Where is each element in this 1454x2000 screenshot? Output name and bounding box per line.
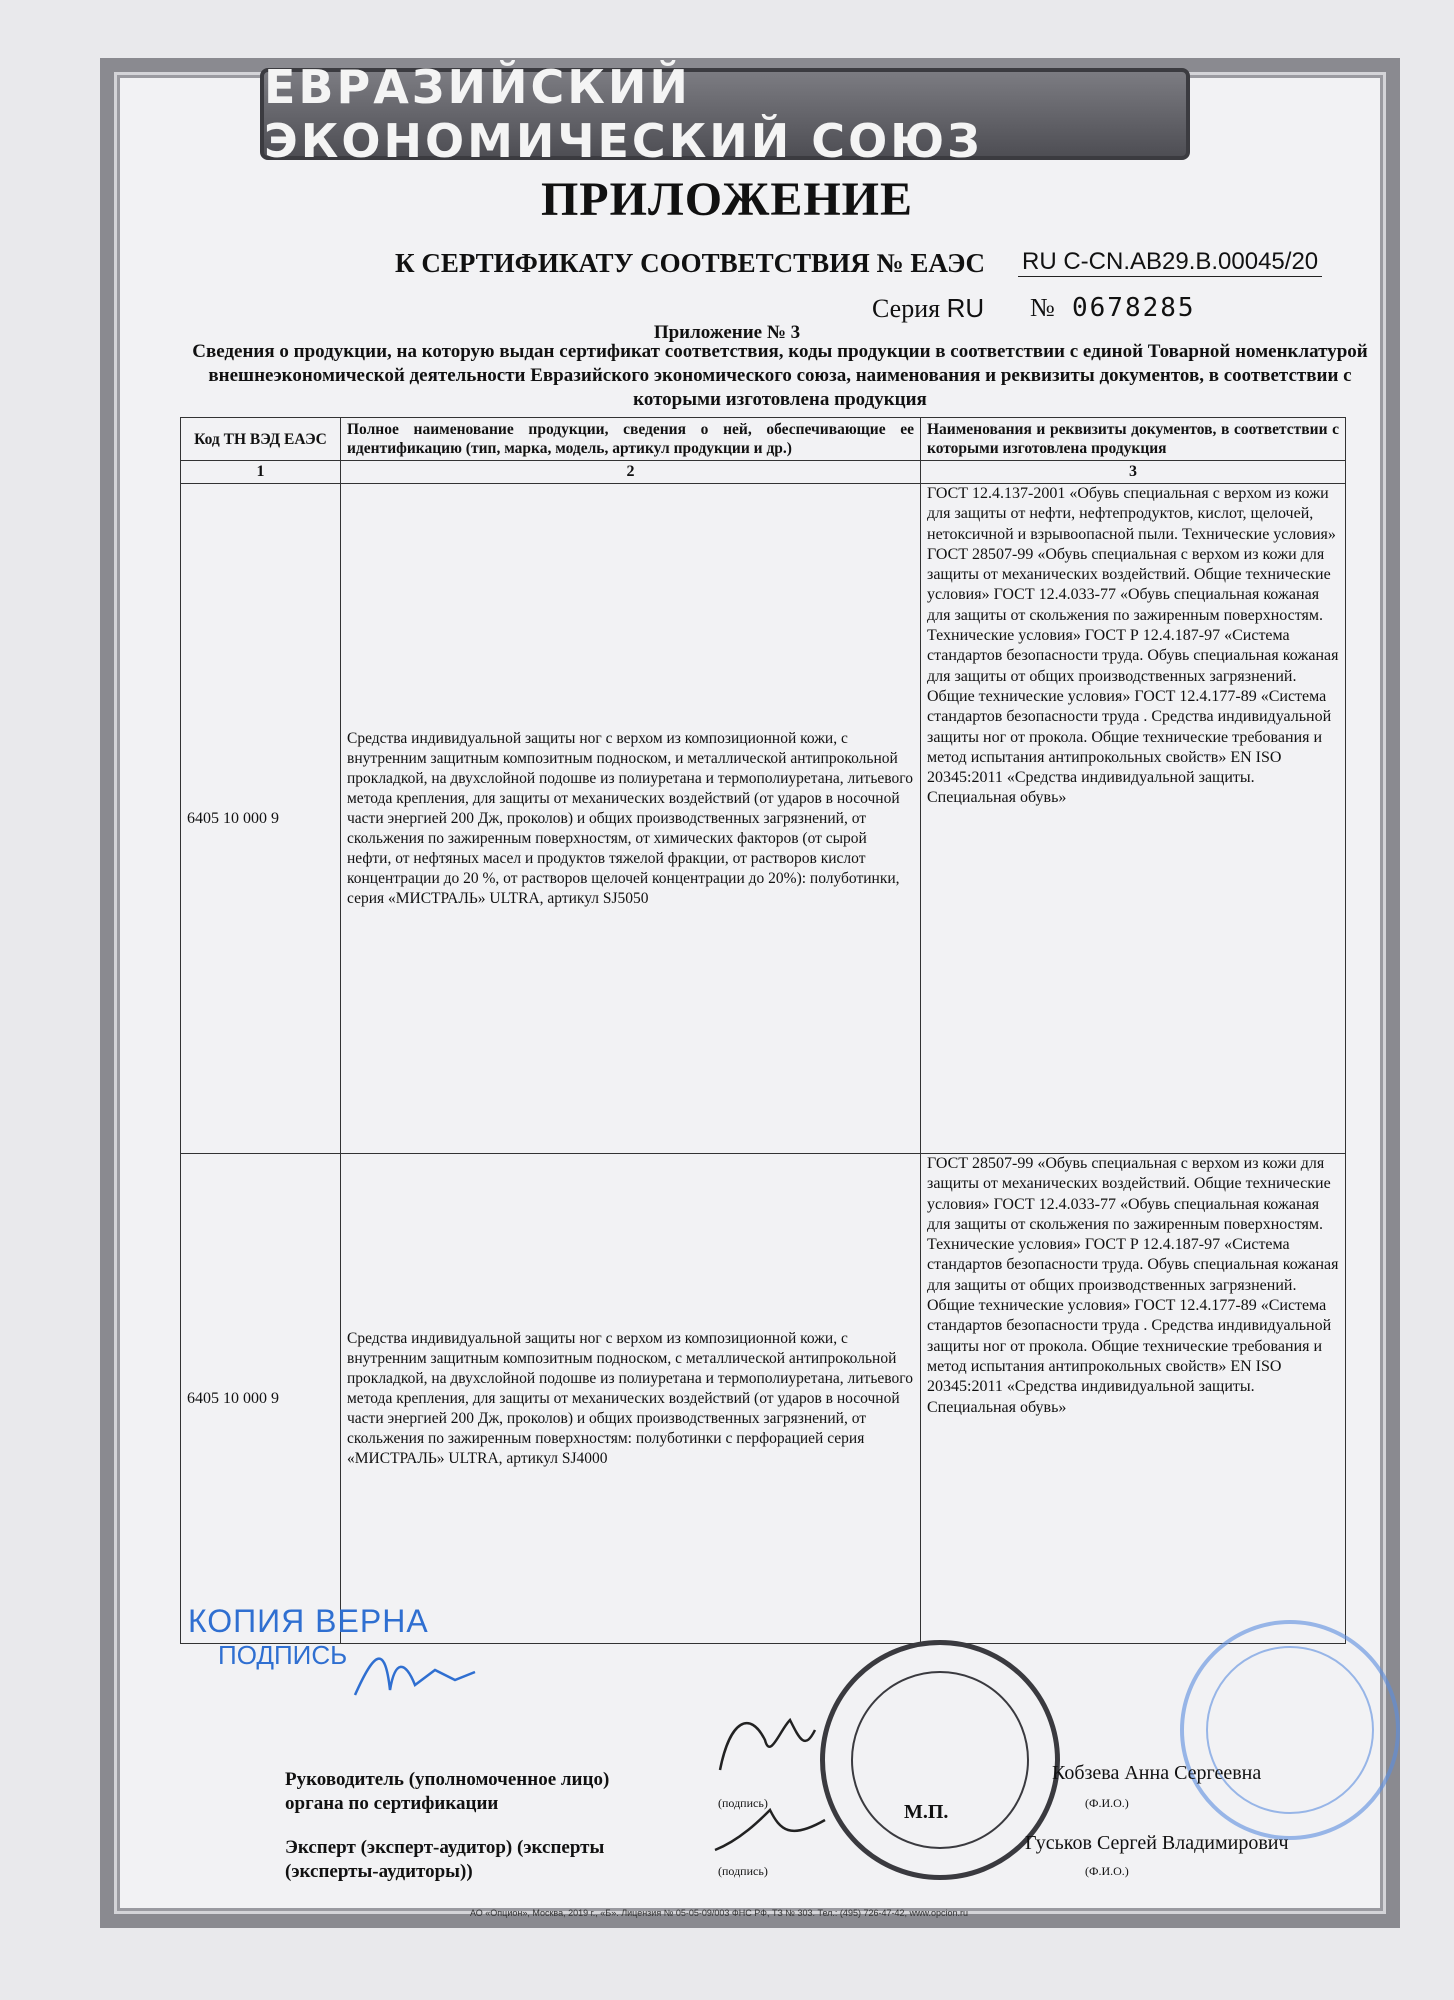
- expert-name: Гуськов Сергей Владимирович: [1025, 1832, 1289, 1854]
- expert-fio-caption: (Ф.И.О.): [1085, 1864, 1129, 1878]
- header-code: Код ТН ВЭД ЕАЭС: [181, 418, 341, 461]
- blue-seal: [1180, 1620, 1400, 1840]
- header-documents: Наименования и реквизиты документов, в соответствии с которыми изготовлена продукция: [921, 418, 1346, 461]
- certificate-number: RU C-CN.AB29.B.00045/20: [1018, 248, 1322, 277]
- copy-verified-text: КОПИЯ ВЕРНА: [188, 1603, 429, 1639]
- form-number: 0678285: [1072, 293, 1196, 323]
- products-table: [180, 417, 1346, 1644]
- table-row: [181, 484, 1346, 1154]
- number-label: №: [1030, 293, 1055, 322]
- product-standards: ГОСТ 12.4.137-2001 «Обувь специальная с верхом из кожи для защиты от нефти, нефтепродуктов, кислот, щелочей, нетоксичной и взрывоопасной пыли. Технические условия» ГОСТ 28507-99 «Обувь специальная с верхом из кожи для защиты от механических воздействий. Общие технические условия» ГОСТ 12.4.033-77 «Обувь специальная кожаная для защиты от скольжения по зажиренным поверхностям. Технические условия» ГОСТ Р 12.4.187-97 «Система стандартов безопасности труда. Обувь специальная кожаная для защиты от общих производственных загрязнений. Общие технические условия» ГОСТ 12.4.177-89 «Система стандартов безопасности труда . Средства индивидуальной защиты ног от прокола. Общие технические требования и метод испытания антипрокольных свойств» EN ISO 20345:2011 «Средства индивидуальной защиты. Специальная обувь»: [921, 484, 1346, 1154]
- product-code: 6405 10 000 9: [181, 1154, 341, 1644]
- printer-footer: АО «Опцион», Москва, 2019 г., «Б». Лицензия № 05-05-09/003 ФНС РФ, ТЗ № 303. Тел.: (495) 726-47-42, www.opcion.ru: [470, 1908, 969, 1918]
- page-title: ПРИЛОЖЕНИЕ: [540, 173, 914, 226]
- blue-signature-icon: [345, 1640, 485, 1710]
- series-value: RU: [946, 293, 985, 323]
- product-code: 6405 10 000 9: [181, 484, 341, 1154]
- column-number: 1: [181, 461, 341, 484]
- expert-sign-caption: (подпись): [718, 1864, 768, 1878]
- column-number: 2: [341, 461, 921, 484]
- column-number-row: [181, 461, 1346, 484]
- head-sign-caption: (подпись): [718, 1796, 768, 1810]
- series-line: [872, 293, 984, 324]
- head-fio-caption: (Ф.И.О.): [1085, 1796, 1129, 1810]
- column-number: 3: [921, 461, 1346, 484]
- intro-text: Сведения о продукции, на которую выдан сертификат соответствия, коды продукции в соответствии с единой Товарной номенклатурой внешнеэкономической деятельности Евразийского экономического союза, наименования и реквизиты документов, в соответствии с которыми изготовлена продукция: [192, 341, 1368, 410]
- head-name: Кобзева Анна Сергеевна: [1052, 1762, 1262, 1784]
- table-header-row: [181, 418, 1346, 461]
- signature-label: ПОДПИСЬ: [218, 1640, 348, 1670]
- product-standards: ГОСТ 28507-99 «Обувь специальная с верхом из кожи для защиты от механических воздействий. Общие технические условия» ГОСТ 12.4.033-77 «Обувь специальная кожаная для защиты от скольжения по зажиренным поверхностям. Технические условия» ГОСТ Р 12.4.187-97 «Система стандартов безопасности труда. Обувь специальная кожаная для защиты от общих производственных загрязнений. Общие технические условия» ГОСТ 12.4.177-89 «Система стандартов безопасности труда . Средства индивидуальной защиты ног от прокола. Общие технические требования и метод испытания антипрокольных свойств» EN ISO 20345:2011 «Средства индивидуальной защиты. Специальная обувь»: [921, 1154, 1346, 1644]
- series-label: Серия: [872, 294, 941, 323]
- certificate-subtitle: К СЕРТИФИКАТУ СООТВЕТСТВИЯ № ЕАЭС: [395, 248, 985, 278]
- union-banner: ЕВРАЗИЙСКИЙ ЭКОНОМИЧЕСКИЙ СОЮЗ: [260, 68, 1190, 160]
- appendix-label: Приложение № 3: [653, 322, 801, 343]
- mp-label: М.П.: [904, 1801, 949, 1823]
- expert-label: Эксперт (эксперт-аудитор) (эксперты (эксперты-аудиторы)): [285, 1837, 605, 1882]
- head-signature-icon: [710, 1700, 820, 1780]
- header-product: Полное наименование продукции, сведения о ней, обеспечивающие ее идентификацию (тип, марка, модель, артикул продукции и др.): [341, 418, 921, 461]
- product-description: Средства индивидуальной защиты ног с верхом из композиционной кожи, с внутренним защитным композитным подноском, с металлической антипрокольной прокладкой, на двухслойной подошве из полиуретана и термополиуретана, литьевого метода крепления, для защиты от механических воздействий (от ударов в носочной части энергией 200 Дж, проколов) и общих производственных загрязнений, от скольжения по зажиренным поверхностям: полуботинки с перфорацией серия «МИСТРАЛЬ» ULTRA, артикул SJ4000: [341, 1154, 921, 1644]
- table-row: [181, 1154, 1346, 1644]
- head-label: Руководитель (уполномоченное лицо) органа по сертификации: [285, 1769, 610, 1814]
- product-description: Средства индивидуальной защиты ног с верхом из композиционной кожи, с внутренним защитным композитным подноском, и металлической антипрокольной прокладкой, на двухслойной подошве из полиуретана и термополиуретана, литьевого метода крепления, для защиты от механических воздействий (от ударов в носочной части энергией 200 Дж, проколов) и общих производственных загрязнений, от скольжения по зажиренным поверхностям, от химических факторов (от сырой нефти, от нефтяных масел и продуктов тяжелой фракции, от растворов кислот концентрации до 20 %, от растворов щелочей концентрации до 20%): полуботинки, серия «МИСТРАЛЬ» ULTRA, артикул SJ5050: [341, 484, 921, 1154]
- certification-seal: [820, 1640, 1060, 1880]
